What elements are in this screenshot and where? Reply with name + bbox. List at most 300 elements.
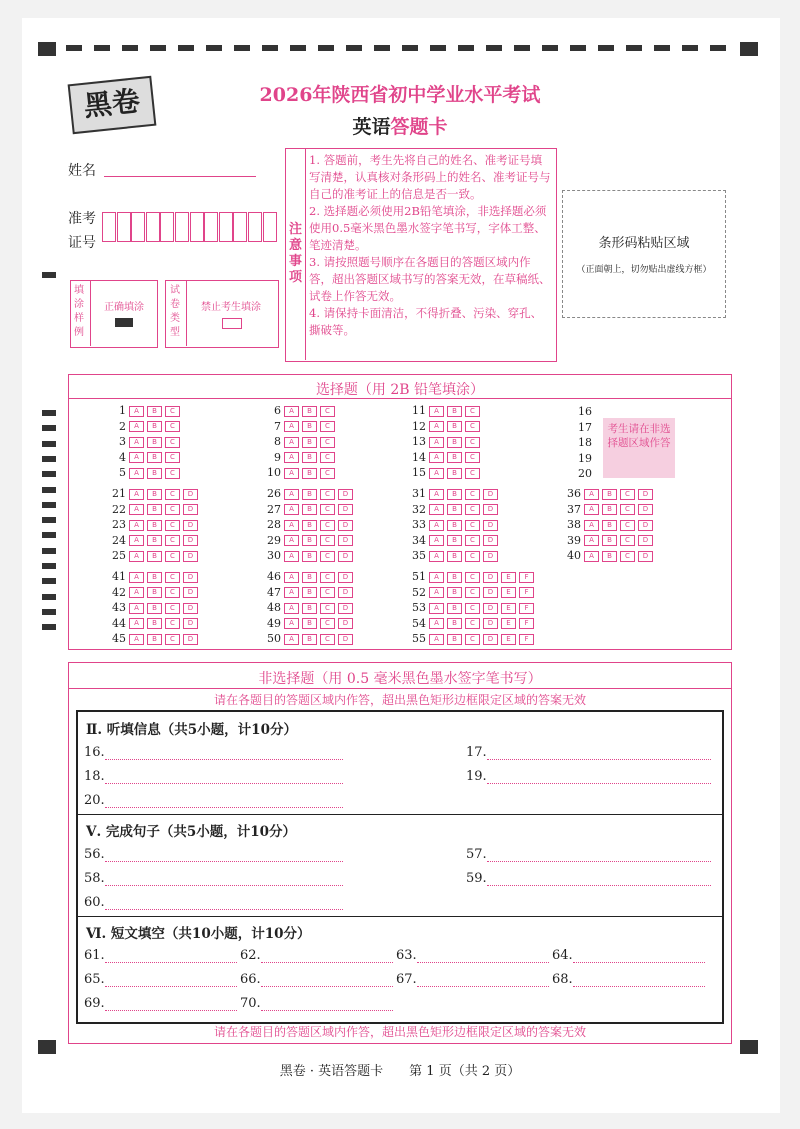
question-number: 41: [112, 570, 126, 583]
timing-mark: [374, 45, 390, 51]
option-bubble[interactable]: B: [147, 504, 162, 515]
option-bubble[interactable]: A: [584, 489, 599, 500]
option-bubble[interactable]: D: [183, 587, 198, 598]
option-bubble[interactable]: C: [320, 504, 335, 515]
answer-blank[interactable]: [396, 972, 549, 987]
option-bubble[interactable]: C: [320, 634, 335, 645]
option-bubble[interactable]: B: [302, 406, 317, 417]
option-bubble[interactable]: C: [165, 535, 180, 546]
answer-line[interactable]: [261, 948, 393, 963]
option-bubble[interactable]: A: [429, 551, 444, 562]
timing-mark: [42, 532, 56, 538]
option-bubble[interactable]: C: [320, 551, 335, 562]
question-number: 50: [267, 632, 281, 645]
option-bubble[interactable]: C: [320, 535, 335, 546]
option-bubble[interactable]: D: [183, 634, 198, 645]
option-bubble[interactable]: A: [129, 603, 144, 614]
option-bubble[interactable]: E: [501, 634, 516, 645]
option-bubble[interactable]: D: [338, 587, 353, 598]
option-bubble[interactable]: B: [147, 535, 162, 546]
option-bubble[interactable]: A: [129, 634, 144, 645]
option-bubble[interactable]: A: [429, 504, 444, 515]
option-bubble[interactable]: B: [147, 587, 162, 598]
card-title: 英语答题卡: [352, 116, 448, 138]
question-number: 36: [567, 487, 581, 500]
option-bubble[interactable]: A: [429, 603, 444, 614]
option-bubble[interactable]: C: [165, 572, 180, 583]
option-bubble[interactable]: E: [501, 572, 516, 583]
question-number: 40: [567, 549, 581, 562]
question-number: 8: [274, 435, 281, 448]
question-number: 46: [267, 570, 281, 583]
option-bubble[interactable]: A: [129, 551, 144, 562]
section-divider: [76, 916, 724, 917]
option-bubble[interactable]: B: [602, 489, 617, 500]
option-bubble[interactable]: C: [320, 572, 335, 583]
answer-line[interactable]: [105, 996, 237, 1011]
id-digit-box[interactable]: [175, 212, 189, 242]
option-bubble[interactable]: D: [483, 572, 498, 583]
answer-line[interactable]: [105, 847, 343, 862]
option-bubble[interactable]: C: [465, 535, 480, 546]
option-bubble[interactable]: D: [338, 489, 353, 500]
footer: 黑卷 · 英语答题卡 第 1 页（共 2 页）: [279, 1064, 521, 1079]
answer-line[interactable]: [105, 895, 343, 910]
option-bubble[interactable]: A: [284, 437, 299, 448]
choice-question: [408, 570, 537, 585]
question-number: 26: [267, 487, 281, 500]
option-bubble[interactable]: B: [302, 489, 317, 500]
option-bubble[interactable]: D: [183, 618, 198, 629]
choice-question: [408, 466, 483, 481]
choice-question: [108, 420, 183, 435]
answer-line[interactable]: [573, 972, 705, 987]
option-bubble[interactable]: D: [483, 603, 498, 614]
option-bubble[interactable]: A: [129, 421, 144, 432]
option-bubble[interactable]: C: [165, 587, 180, 598]
option-bubble[interactable]: D: [183, 603, 198, 614]
option-bubble[interactable]: A: [584, 504, 599, 515]
option-bubble[interactable]: A: [284, 520, 299, 531]
option-bubble[interactable]: B: [302, 587, 317, 598]
option-bubble[interactable]: C: [165, 452, 180, 463]
option-bubble[interactable]: C: [320, 520, 335, 531]
option-bubble[interactable]: A: [429, 535, 444, 546]
option-bubble[interactable]: B: [302, 551, 317, 562]
option-bubble[interactable]: C: [320, 587, 335, 598]
option-bubble[interactable]: E: [501, 603, 516, 614]
option-bubble[interactable]: D: [338, 535, 353, 546]
option-bubble[interactable]: A: [284, 551, 299, 562]
question-number: 49: [267, 616, 281, 630]
option-bubble[interactable]: A: [129, 468, 144, 479]
answer-line[interactable]: [487, 745, 711, 760]
option-bubble[interactable]: A: [284, 572, 299, 583]
option-bubble[interactable]: A: [284, 634, 299, 645]
answer-blank[interactable]: [84, 895, 343, 910]
option-bubble[interactable]: B: [447, 520, 462, 531]
option-bubble[interactable]: B: [302, 437, 317, 448]
option-bubble[interactable]: D: [338, 551, 353, 562]
answer-blank[interactable]: [466, 745, 711, 760]
option-bubble[interactable]: D: [338, 572, 353, 583]
option-bubble[interactable]: B: [147, 421, 162, 432]
option-bubble[interactable]: B: [302, 504, 317, 515]
answer-line[interactable]: [261, 996, 393, 1011]
option-bubble[interactable]: D: [338, 520, 353, 531]
option-bubble[interactable]: B: [447, 452, 462, 463]
option-bubble[interactable]: A: [284, 618, 299, 629]
answer-blank[interactable]: [240, 948, 393, 963]
option-bubble[interactable]: B: [147, 572, 162, 583]
option-bubble[interactable]: B: [602, 551, 617, 562]
barcode-area: [562, 190, 726, 318]
choice-question: [408, 435, 483, 450]
id-digit-box[interactable]: [219, 212, 233, 242]
answer-line[interactable]: [105, 948, 237, 963]
option-bubble[interactable]: D: [483, 551, 498, 562]
option-bubble[interactable]: C: [165, 421, 180, 432]
option-bubble[interactable]: D: [483, 618, 498, 629]
option-bubble[interactable]: A: [129, 520, 144, 531]
answer-blank[interactable]: [552, 948, 705, 963]
option-bubble[interactable]: C: [165, 406, 180, 417]
id-digit-box[interactable]: [263, 212, 277, 242]
option-bubble[interactable]: C: [165, 551, 180, 562]
option-bubble[interactable]: B: [447, 504, 462, 515]
answer-blank[interactable]: [240, 972, 393, 987]
option-bubble[interactable]: C: [465, 421, 480, 432]
choice-question: [108, 617, 201, 632]
option-bubble[interactable]: A: [429, 520, 444, 531]
option-bubble[interactable]: C: [465, 406, 480, 417]
choice-question: [263, 534, 356, 549]
option-bubble[interactable]: B: [147, 406, 162, 417]
choice-question: [408, 586, 537, 601]
option-bubble[interactable]: D: [183, 551, 198, 562]
option-bubble[interactable]: F: [519, 634, 534, 645]
answer-number: 65.: [84, 972, 105, 987]
timing-mark: [42, 425, 56, 431]
option-bubble[interactable]: D: [638, 504, 653, 515]
id-digit-box[interactable]: [146, 212, 160, 242]
option-bubble[interactable]: C: [465, 634, 480, 645]
option-bubble[interactable]: B: [302, 421, 317, 432]
choice-question: [408, 601, 537, 616]
option-bubble[interactable]: C: [620, 551, 635, 562]
option-bubble[interactable]: A: [429, 437, 444, 448]
answer-line[interactable]: [573, 948, 705, 963]
option-bubble[interactable]: B: [147, 634, 162, 645]
option-bubble[interactable]: A: [584, 551, 599, 562]
option-bubble[interactable]: A: [129, 406, 144, 417]
option-bubble[interactable]: D: [183, 535, 198, 546]
option-bubble[interactable]: B: [147, 437, 162, 448]
option-bubble[interactable]: B: [302, 572, 317, 583]
question-number: 43: [112, 601, 126, 614]
option-bubble[interactable]: A: [129, 535, 144, 546]
choice-question: [408, 420, 483, 435]
option-bubble[interactable]: C: [465, 489, 480, 500]
option-bubble[interactable]: A: [129, 489, 144, 500]
option-bubble[interactable]: A: [284, 421, 299, 432]
option-bubble[interactable]: B: [447, 535, 462, 546]
id-digit-box[interactable]: [102, 212, 116, 242]
option-bubble[interactable]: B: [147, 452, 162, 463]
option-bubble[interactable]: B: [147, 551, 162, 562]
option-bubble[interactable]: D: [183, 572, 198, 583]
option-bubble[interactable]: A: [129, 572, 144, 583]
option-bubble[interactable]: D: [483, 504, 498, 515]
option-bubble[interactable]: C: [465, 520, 480, 531]
answer-line[interactable]: [417, 948, 549, 963]
option-bubble[interactable]: B: [447, 551, 462, 562]
answer-line[interactable]: [105, 769, 343, 784]
option-bubble[interactable]: C: [320, 603, 335, 614]
option-bubble[interactable]: B: [302, 535, 317, 546]
option-bubble[interactable]: C: [320, 618, 335, 629]
option-bubble[interactable]: C: [165, 618, 180, 629]
option-bubble[interactable]: C: [165, 603, 180, 614]
choice-question: [263, 632, 356, 647]
option-bubble[interactable]: A: [584, 535, 599, 546]
answer-number: 63.: [396, 948, 417, 963]
option-bubble[interactable]: D: [638, 551, 653, 562]
id-digit-box[interactable]: [190, 212, 204, 242]
option-bubble[interactable]: B: [147, 489, 162, 500]
option-bubble[interactable]: B: [447, 489, 462, 500]
option-bubble[interactable]: A: [429, 587, 444, 598]
option-bubble[interactable]: A: [284, 504, 299, 515]
option-bubble[interactable]: B: [147, 603, 162, 614]
option-bubble[interactable]: A: [284, 452, 299, 463]
choice-question: [108, 534, 201, 549]
option-bubble[interactable]: E: [501, 618, 516, 629]
blank-numbers: [578, 404, 592, 482]
option-bubble[interactable]: C: [165, 437, 180, 448]
barcode-title: 条形码粘贴区域: [598, 236, 690, 251]
option-bubble[interactable]: D: [183, 520, 198, 531]
id-digit-box[interactable]: [248, 212, 262, 242]
option-bubble[interactable]: C: [620, 520, 635, 531]
answer-blank[interactable]: [84, 996, 237, 1011]
option-bubble[interactable]: C: [165, 489, 180, 500]
option-bubble[interactable]: A: [284, 587, 299, 598]
option-bubble[interactable]: C: [620, 489, 635, 500]
id-digit-box[interactable]: [204, 212, 218, 242]
option-bubble[interactable]: D: [638, 520, 653, 531]
answer-blank[interactable]: [84, 745, 343, 760]
option-bubble[interactable]: C: [465, 551, 480, 562]
question-number: 37: [567, 502, 581, 516]
answer-blank[interactable]: [84, 793, 343, 808]
option-bubble[interactable]: D: [638, 535, 653, 546]
option-bubble[interactable]: C: [465, 603, 480, 614]
option-bubble[interactable]: B: [147, 468, 162, 479]
option-bubble[interactable]: C: [320, 489, 335, 500]
option-bubble[interactable]: C: [465, 452, 480, 463]
option-bubble[interactable]: F: [519, 572, 534, 583]
timing-mark: [42, 578, 56, 584]
name-field[interactable]: [104, 175, 256, 177]
answer-line[interactable]: [105, 871, 343, 886]
answer-number: 59.: [466, 871, 487, 886]
question-number: 35: [412, 549, 426, 562]
option-bubble[interactable]: E: [501, 587, 516, 598]
answer-blank[interactable]: [84, 972, 237, 987]
option-bubble[interactable]: B: [302, 618, 317, 629]
option-bubble[interactable]: D: [338, 603, 353, 614]
option-bubble[interactable]: D: [483, 520, 498, 531]
option-bubble[interactable]: A: [429, 421, 444, 432]
option-bubble[interactable]: F: [519, 587, 534, 598]
option-bubble[interactable]: D: [483, 489, 498, 500]
option-bubble[interactable]: C: [320, 421, 335, 432]
option-bubble[interactable]: D: [338, 634, 353, 645]
option-bubble[interactable]: A: [129, 618, 144, 629]
option-bubble[interactable]: C: [165, 504, 180, 515]
paper-type-bubble[interactable]: [222, 318, 242, 329]
answer-line[interactable]: [105, 972, 237, 987]
option-bubble[interactable]: B: [302, 520, 317, 531]
answer-line[interactable]: [105, 793, 343, 808]
option-bubble[interactable]: C: [465, 437, 480, 448]
question-number: 55: [412, 632, 426, 645]
option-bubble[interactable]: A: [284, 468, 299, 479]
choice-question: [263, 518, 356, 533]
option-bubble[interactable]: C: [465, 618, 480, 629]
option-bubble[interactable]: B: [302, 452, 317, 463]
option-bubble[interactable]: C: [165, 634, 180, 645]
option-bubble[interactable]: C: [465, 587, 480, 598]
option-bubble[interactable]: C: [320, 452, 335, 463]
option-bubble[interactable]: B: [447, 468, 462, 479]
option-bubble[interactable]: D: [483, 587, 498, 598]
answer-blank[interactable]: [84, 847, 343, 862]
option-bubble[interactable]: D: [483, 634, 498, 645]
answer-line[interactable]: [105, 745, 343, 760]
option-bubble[interactable]: C: [165, 468, 180, 479]
option-bubble[interactable]: C: [320, 468, 335, 479]
answer-line[interactable]: [487, 871, 711, 886]
question-number: 15: [412, 466, 426, 479]
answer-line[interactable]: [261, 972, 393, 987]
option-bubble[interactable]: B: [447, 421, 462, 432]
option-bubble[interactable]: B: [447, 603, 462, 614]
option-bubble[interactable]: B: [447, 634, 462, 645]
option-bubble[interactable]: A: [584, 520, 599, 531]
option-bubble[interactable]: A: [429, 618, 444, 629]
option-bubble[interactable]: D: [183, 504, 198, 515]
option-bubble[interactable]: A: [429, 572, 444, 583]
option-bubble[interactable]: B: [447, 406, 462, 417]
option-bubble[interactable]: C: [165, 520, 180, 531]
timing-mark: [42, 441, 56, 447]
option-bubble[interactable]: A: [429, 634, 444, 645]
option-bubble[interactable]: D: [183, 489, 198, 500]
option-bubble[interactable]: A: [429, 468, 444, 479]
timing-mark: [66, 45, 82, 51]
answer-blank[interactable]: [466, 871, 711, 886]
answer-blank[interactable]: [84, 871, 343, 886]
option-bubble[interactable]: B: [147, 618, 162, 629]
answer-line[interactable]: [417, 972, 549, 987]
option-bubble[interactable]: B: [602, 535, 617, 546]
option-bubble[interactable]: D: [338, 504, 353, 515]
correct-fill-sample: [115, 318, 133, 327]
choice-question: [408, 404, 483, 419]
id-digit-box[interactable]: [117, 212, 131, 242]
id-digit-box[interactable]: [160, 212, 174, 242]
answer-blank[interactable]: [396, 948, 549, 963]
option-bubble[interactable]: B: [447, 437, 462, 448]
option-bubble[interactable]: D: [338, 618, 353, 629]
option-bubble[interactable]: C: [465, 504, 480, 515]
timing-mark: [150, 45, 166, 51]
option-bubble[interactable]: D: [483, 535, 498, 546]
option-bubble[interactable]: B: [147, 520, 162, 531]
option-bubble[interactable]: B: [302, 468, 317, 479]
option-bubble[interactable]: A: [284, 489, 299, 500]
option-bubble[interactable]: C: [465, 468, 480, 479]
answer-blank[interactable]: [466, 769, 711, 784]
option-bubble[interactable]: D: [638, 489, 653, 500]
option-bubble[interactable]: A: [284, 603, 299, 614]
choice-question: [408, 534, 501, 549]
option-bubble[interactable]: C: [620, 535, 635, 546]
option-bubble[interactable]: A: [129, 587, 144, 598]
option-bubble[interactable]: A: [429, 452, 444, 463]
option-bubble[interactable]: A: [129, 504, 144, 515]
timing-mark: [42, 471, 56, 477]
option-bubble[interactable]: C: [620, 504, 635, 515]
question-number: 51: [412, 570, 426, 583]
option-bubble[interactable]: A: [129, 452, 144, 463]
option-bubble[interactable]: A: [284, 535, 299, 546]
question-number: 9: [274, 450, 281, 464]
timing-mark: [570, 45, 586, 51]
id-digit-box[interactable]: [233, 212, 247, 242]
answer-blank[interactable]: [84, 769, 343, 784]
option-bubble[interactable]: B: [447, 618, 462, 629]
option-bubble[interactable]: A: [429, 406, 444, 417]
option-bubble[interactable]: F: [519, 603, 534, 614]
option-bubble[interactable]: B: [602, 520, 617, 531]
question-number: 52: [412, 585, 426, 599]
option-bubble[interactable]: B: [302, 603, 317, 614]
option-bubble[interactable]: C: [320, 406, 335, 417]
answer-blank[interactable]: [466, 847, 711, 862]
forbidden-fill-label: 禁止考生填涂: [201, 302, 261, 313]
id-digit-box[interactable]: [131, 212, 145, 242]
option-bubble[interactable]: A: [429, 489, 444, 500]
option-bubble[interactable]: A: [129, 437, 144, 448]
option-bubble[interactable]: A: [284, 406, 299, 417]
answer-blank[interactable]: [84, 948, 237, 963]
answer-number: 19.: [466, 769, 487, 784]
option-bubble[interactable]: B: [447, 587, 462, 598]
option-bubble[interactable]: B: [302, 634, 317, 645]
option-bubble[interactable]: B: [447, 572, 462, 583]
option-bubble[interactable]: B: [602, 504, 617, 515]
answer-line[interactable]: [487, 847, 711, 862]
option-bubble[interactable]: C: [320, 437, 335, 448]
option-bubble[interactable]: C: [465, 572, 480, 583]
answer-blank[interactable]: [552, 972, 705, 987]
answer-line[interactable]: [487, 769, 711, 784]
answer-blank[interactable]: [240, 996, 393, 1011]
option-bubble[interactable]: F: [519, 618, 534, 629]
